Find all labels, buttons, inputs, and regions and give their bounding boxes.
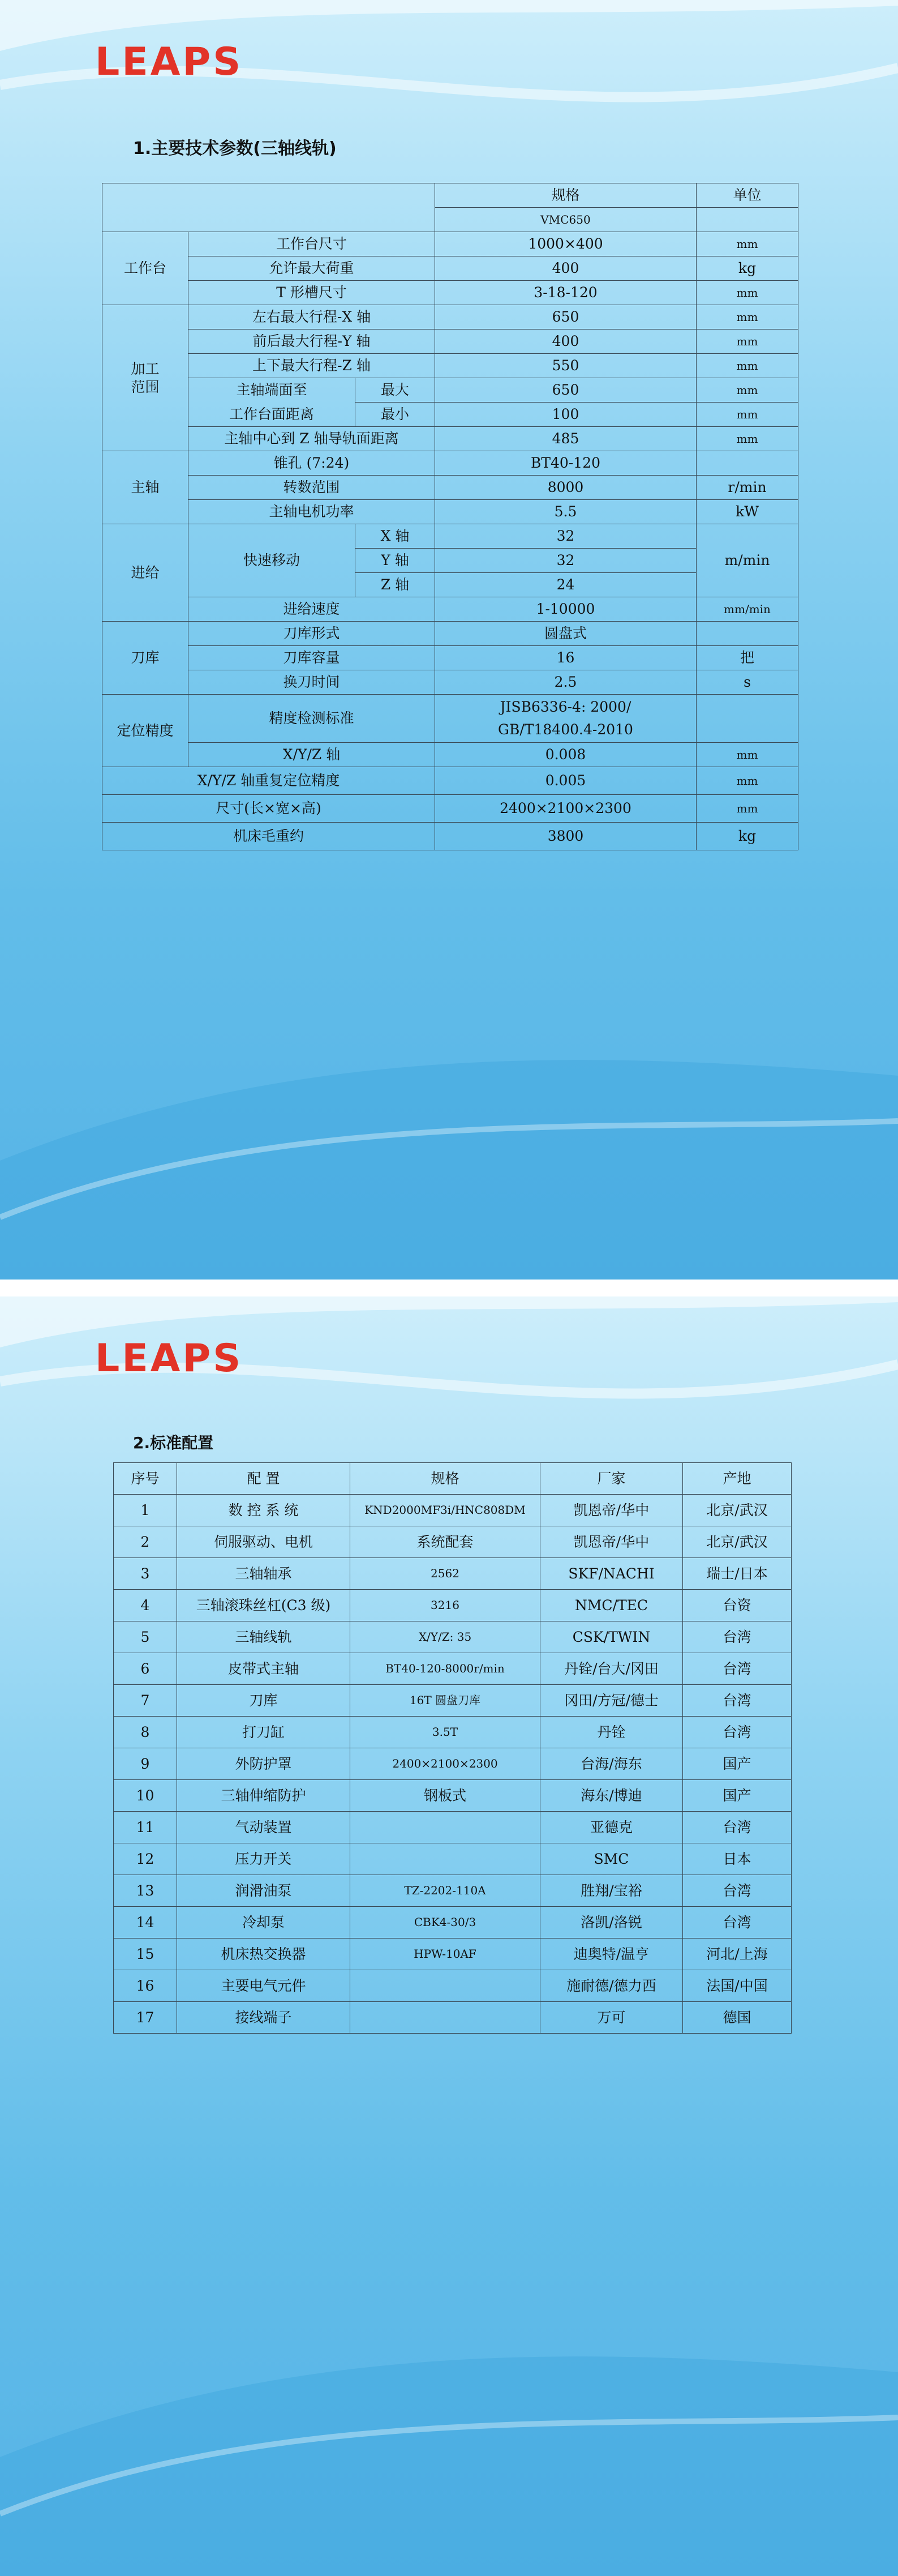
row-unit: kW bbox=[697, 500, 798, 524]
cell-spec: 2562 bbox=[350, 1558, 540, 1590]
cell-no: 1 bbox=[114, 1495, 177, 1526]
row-label: X/Y/Z 轴 bbox=[188, 743, 435, 767]
group-magazine: 刀库 bbox=[102, 622, 188, 695]
spec-header: 规格 bbox=[435, 183, 697, 208]
table-row bbox=[114, 1843, 792, 1875]
max-unit: mm bbox=[697, 378, 798, 403]
row-value: 485 bbox=[435, 427, 697, 451]
row-value: 400 bbox=[435, 330, 697, 354]
row-label: 进给速度 bbox=[188, 597, 435, 622]
table-row bbox=[102, 622, 798, 646]
cell-maker: 胜翔/宝裕 bbox=[540, 1875, 683, 1907]
row-label: 前后最大行程-Y 轴 bbox=[188, 330, 435, 354]
cell-no: 5 bbox=[114, 1621, 177, 1653]
axis-value: 24 bbox=[435, 573, 697, 597]
table-row bbox=[102, 646, 798, 670]
row-label: 允许最大荷重 bbox=[188, 256, 435, 281]
row-value: 2.5 bbox=[435, 670, 697, 695]
row-label: 主轴电机功率 bbox=[188, 500, 435, 524]
row-unit: s bbox=[697, 670, 798, 695]
axis-label: Z 轴 bbox=[355, 573, 435, 597]
table-row bbox=[102, 795, 798, 823]
axis-label: Y 轴 bbox=[355, 549, 435, 573]
cell-maker: 万可 bbox=[540, 2002, 683, 2034]
cell-item: 冷却泵 bbox=[177, 1907, 350, 1939]
cell-spec: 钢板式 bbox=[350, 1780, 540, 1812]
leaps-logo: LEAPS bbox=[95, 40, 243, 84]
table-row bbox=[114, 1653, 792, 1685]
cell-maker: 丹铨/台大/冈田 bbox=[540, 1653, 683, 1685]
cell-item: 伺服驱动、电机 bbox=[177, 1526, 350, 1558]
row-label: 主轴中心到 Z 轴导轨面距离 bbox=[188, 427, 435, 451]
cell-item: 数 控 系 统 bbox=[177, 1495, 350, 1526]
cell-origin: 台湾 bbox=[683, 1812, 792, 1843]
cell-origin: 河北/上海 bbox=[683, 1939, 792, 1970]
cell-maker: 亚德克 bbox=[540, 1812, 683, 1843]
table-row bbox=[114, 1939, 792, 1970]
row-value: 3-18-120 bbox=[435, 281, 697, 305]
table-row bbox=[114, 1590, 792, 1621]
cell-no: 11 bbox=[114, 1812, 177, 1843]
row-value: BT40-120 bbox=[435, 451, 697, 476]
cell-no: 7 bbox=[114, 1685, 177, 1717]
table-row bbox=[102, 232, 798, 256]
table-row bbox=[114, 2002, 792, 2034]
cell-item: 压力开关 bbox=[177, 1843, 350, 1875]
cell-no: 16 bbox=[114, 1970, 177, 2002]
row-value: 8000 bbox=[435, 476, 697, 500]
row-value: JISB6336-4: 2000/ GB/T18400.4-2010 bbox=[435, 695, 697, 743]
rapid-unit: m/min bbox=[697, 524, 798, 597]
config-table-body bbox=[114, 1495, 792, 2034]
cell-item: 皮带式主轴 bbox=[177, 1653, 350, 1685]
cell-item: 刀库 bbox=[177, 1685, 350, 1717]
cell-maker: 丹铨 bbox=[540, 1717, 683, 1748]
cell-item: 三轴线轨 bbox=[177, 1621, 350, 1653]
group-spindle: 主轴 bbox=[102, 451, 188, 524]
cell-origin: 瑞士/日本 bbox=[683, 1558, 792, 1590]
cell-origin: 北京/武汉 bbox=[683, 1526, 792, 1558]
row-value: 5.5 bbox=[435, 500, 697, 524]
cell-maker: NMC/TEC bbox=[540, 1590, 683, 1621]
cell-no: 15 bbox=[114, 1939, 177, 1970]
cell-no: 17 bbox=[114, 2002, 177, 2034]
spec-table bbox=[102, 183, 798, 850]
cell-origin: 国产 bbox=[683, 1748, 792, 1780]
row-unit: kg bbox=[697, 256, 798, 281]
cell-item: 机床热交换器 bbox=[177, 1939, 350, 1970]
cell-origin: 法国/中国 bbox=[683, 1970, 792, 2002]
cell-origin: 台湾 bbox=[683, 1621, 792, 1653]
row-value: 1000×400 bbox=[435, 232, 697, 256]
table-row bbox=[114, 1780, 792, 1812]
row-label: 锥孔 (7:24) bbox=[188, 451, 435, 476]
group-positioning: 定位精度 bbox=[102, 695, 188, 767]
table-row bbox=[102, 330, 798, 354]
table-row bbox=[114, 1558, 792, 1590]
row-label: T 形槽尺寸 bbox=[188, 281, 435, 305]
row-label: X/Y/Z 轴重复定位精度 bbox=[102, 767, 435, 795]
cell-maker: 施耐德/德力西 bbox=[540, 1970, 683, 2002]
axis-value: 32 bbox=[435, 549, 697, 573]
cell-spec: 3216 bbox=[350, 1590, 540, 1621]
row-unit: kg bbox=[697, 823, 798, 850]
cell-maker: 海东/博迪 bbox=[540, 1780, 683, 1812]
table-row bbox=[102, 378, 798, 403]
row-value: 0.008 bbox=[435, 743, 697, 767]
group-worktable: 工作台 bbox=[102, 232, 188, 305]
table-row bbox=[114, 1717, 792, 1748]
cell-maker: 台海/海东 bbox=[540, 1748, 683, 1780]
cell-origin: 台资 bbox=[683, 1590, 792, 1621]
cell-origin: 北京/武汉 bbox=[683, 1495, 792, 1526]
cell-maker: SKF/NACHI bbox=[540, 1558, 683, 1590]
cell-no: 8 bbox=[114, 1717, 177, 1748]
table-row bbox=[102, 354, 798, 378]
col-header-origin: 产地 bbox=[683, 1463, 792, 1495]
config-table bbox=[113, 1462, 792, 2034]
table-row bbox=[114, 1875, 792, 1907]
row-unit: mm bbox=[697, 305, 798, 330]
cell-spec: HPW-10AF bbox=[350, 1939, 540, 1970]
table-row bbox=[114, 1970, 792, 2002]
cell-item: 三轴滚珠丝杠(C3 级) bbox=[177, 1590, 350, 1621]
row-value: 圆盘式 bbox=[435, 622, 697, 646]
table-row bbox=[114, 1621, 792, 1653]
row-unit: mm bbox=[697, 330, 798, 354]
row-unit bbox=[697, 695, 798, 743]
unit-header: 单位 bbox=[697, 183, 798, 208]
table-row bbox=[114, 1907, 792, 1939]
cell-maker: 凯恩帝/华中 bbox=[540, 1495, 683, 1526]
cell-maker: 凯恩帝/华中 bbox=[540, 1526, 683, 1558]
cell-no: 6 bbox=[114, 1653, 177, 1685]
cell-origin: 国产 bbox=[683, 1780, 792, 1812]
cell-origin: 台湾 bbox=[683, 1875, 792, 1907]
row-label: 刀库形式 bbox=[188, 622, 435, 646]
cell-spec: 16T 圆盘刀库 bbox=[350, 1685, 540, 1717]
col-header-maker: 厂家 bbox=[540, 1463, 683, 1495]
table-header-row bbox=[114, 1463, 792, 1495]
table-corner bbox=[102, 183, 435, 232]
cell-spec: CBK4-30/3 bbox=[350, 1907, 540, 1939]
cell-item: 三轴轴承 bbox=[177, 1558, 350, 1590]
cell-no: 10 bbox=[114, 1780, 177, 1812]
table-row bbox=[102, 500, 798, 524]
axis-label: X 轴 bbox=[355, 524, 435, 549]
spec-page bbox=[0, 0, 898, 1280]
row-unit bbox=[697, 622, 798, 646]
row-unit: mm/min bbox=[697, 597, 798, 622]
cell-spec: X/Y/Z: 35 bbox=[350, 1621, 540, 1653]
cell-maker: 洛凯/洛锐 bbox=[540, 1907, 683, 1939]
table-row bbox=[102, 476, 798, 500]
cell-spec: 系统配套 bbox=[350, 1526, 540, 1558]
cell-no: 4 bbox=[114, 1590, 177, 1621]
cell-item: 主要电气元件 bbox=[177, 1970, 350, 2002]
spec-section-title: 1.主要技术参数(三轴线轨) bbox=[133, 139, 337, 159]
row-value: 650 bbox=[435, 305, 697, 330]
table-row bbox=[114, 1812, 792, 1843]
row-value: 0.005 bbox=[435, 767, 697, 795]
table-row bbox=[102, 524, 798, 549]
cell-spec bbox=[350, 1812, 540, 1843]
cell-spec: BT40-120-8000r/min bbox=[350, 1653, 540, 1685]
table-row bbox=[114, 1685, 792, 1717]
cell-origin: 台湾 bbox=[683, 1653, 792, 1685]
row-unit: mm bbox=[697, 427, 798, 451]
min-unit: mm bbox=[697, 403, 798, 427]
table-row bbox=[102, 451, 798, 476]
group-feed: 进给 bbox=[102, 524, 188, 622]
row-label: 换刀时间 bbox=[188, 670, 435, 695]
row-label: 左右最大行程-X 轴 bbox=[188, 305, 435, 330]
table-row bbox=[102, 767, 798, 795]
cell-origin: 台湾 bbox=[683, 1907, 792, 1939]
row-value: 16 bbox=[435, 646, 697, 670]
row-label: 尺寸(长×宽×高) bbox=[102, 795, 435, 823]
cell-spec: KND2000MF3i/HNC808DM bbox=[350, 1495, 540, 1526]
table-row bbox=[102, 823, 798, 850]
table-row bbox=[114, 1495, 792, 1526]
model-cell: VMC650 bbox=[435, 208, 697, 232]
row-unit: mm bbox=[697, 743, 798, 767]
cell-maker: SMC bbox=[540, 1843, 683, 1875]
axis-value: 32 bbox=[435, 524, 697, 549]
row-unit: mm bbox=[697, 232, 798, 256]
row-unit: r/min bbox=[697, 476, 798, 500]
row-value: 1-10000 bbox=[435, 597, 697, 622]
row-value: 3800 bbox=[435, 823, 697, 850]
row-value: 2400×2100×2300 bbox=[435, 795, 697, 823]
cell-origin: 日本 bbox=[683, 1843, 792, 1875]
cell-maker: 冈田/方冠/德士 bbox=[540, 1685, 683, 1717]
row-label: 工作台尺寸 bbox=[188, 232, 435, 256]
group-range: 加工 范围 bbox=[102, 305, 188, 451]
cell-no: 3 bbox=[114, 1558, 177, 1590]
row-unit: mm bbox=[697, 354, 798, 378]
cell-origin: 德国 bbox=[683, 2002, 792, 2034]
table-row bbox=[114, 1526, 792, 1558]
row-unit bbox=[697, 451, 798, 476]
cell-item: 接线端子 bbox=[177, 2002, 350, 2034]
cell-spec bbox=[350, 2002, 540, 2034]
cell-maker: 迪奥特/温亨 bbox=[540, 1939, 683, 1970]
col-header-spec: 规格 bbox=[350, 1463, 540, 1495]
row-value: 400 bbox=[435, 256, 697, 281]
table-row bbox=[102, 281, 798, 305]
cell-no: 12 bbox=[114, 1843, 177, 1875]
cell-origin: 台湾 bbox=[683, 1717, 792, 1748]
cell-no: 14 bbox=[114, 1907, 177, 1939]
row-unit: mm bbox=[697, 795, 798, 823]
col-header-no: 序号 bbox=[114, 1463, 177, 1495]
table-row bbox=[114, 1748, 792, 1780]
table-row bbox=[102, 256, 798, 281]
row-value: 550 bbox=[435, 354, 697, 378]
cell-maker: CSK/TWIN bbox=[540, 1621, 683, 1653]
cell-spec bbox=[350, 1843, 540, 1875]
leaps-logo: LEAPS bbox=[95, 1336, 243, 1381]
col-header-item: 配 置 bbox=[177, 1463, 350, 1495]
cell-item: 润滑油泵 bbox=[177, 1875, 350, 1907]
row-label: 转数范围 bbox=[188, 476, 435, 500]
cell-spec: 3.5T bbox=[350, 1717, 540, 1748]
row-label: 刀库容量 bbox=[188, 646, 435, 670]
table-row bbox=[102, 670, 798, 695]
min-label: 最小 bbox=[355, 403, 435, 427]
config-section-title: 2.标准配置 bbox=[133, 1434, 214, 1452]
cell-no: 13 bbox=[114, 1875, 177, 1907]
cell-item: 三轴伸缩防护 bbox=[177, 1780, 350, 1812]
table-row bbox=[102, 305, 798, 330]
row-label: 精度检测标准 bbox=[188, 695, 435, 743]
table-row bbox=[102, 427, 798, 451]
spindle-face-label: 主轴端面至 工作台面距离 bbox=[188, 378, 355, 427]
cell-spec bbox=[350, 1970, 540, 2002]
row-label: 机床毛重约 bbox=[102, 823, 435, 850]
cell-spec: 2400×2100×2300 bbox=[350, 1748, 540, 1780]
min-value: 100 bbox=[435, 403, 697, 427]
max-label: 最大 bbox=[355, 378, 435, 403]
row-label: 上下最大行程-Z 轴 bbox=[188, 354, 435, 378]
cell-spec: TZ-2202-110A bbox=[350, 1875, 540, 1907]
row-unit: mm bbox=[697, 767, 798, 795]
max-value: 650 bbox=[435, 378, 697, 403]
cell-item: 打刀缸 bbox=[177, 1717, 350, 1748]
cell-origin: 台湾 bbox=[683, 1685, 792, 1717]
table-row bbox=[102, 597, 798, 622]
cell-item: 外防护罩 bbox=[177, 1748, 350, 1780]
rapid-label: 快速移动 bbox=[188, 524, 355, 597]
table-row bbox=[102, 183, 798, 208]
table-row bbox=[102, 695, 798, 743]
table-row bbox=[102, 743, 798, 767]
empty-cell bbox=[697, 208, 798, 232]
cell-no: 9 bbox=[114, 1748, 177, 1780]
cell-item: 气动装置 bbox=[177, 1812, 350, 1843]
cell-no: 2 bbox=[114, 1526, 177, 1558]
row-unit: 把 bbox=[697, 646, 798, 670]
row-unit: mm bbox=[697, 281, 798, 305]
